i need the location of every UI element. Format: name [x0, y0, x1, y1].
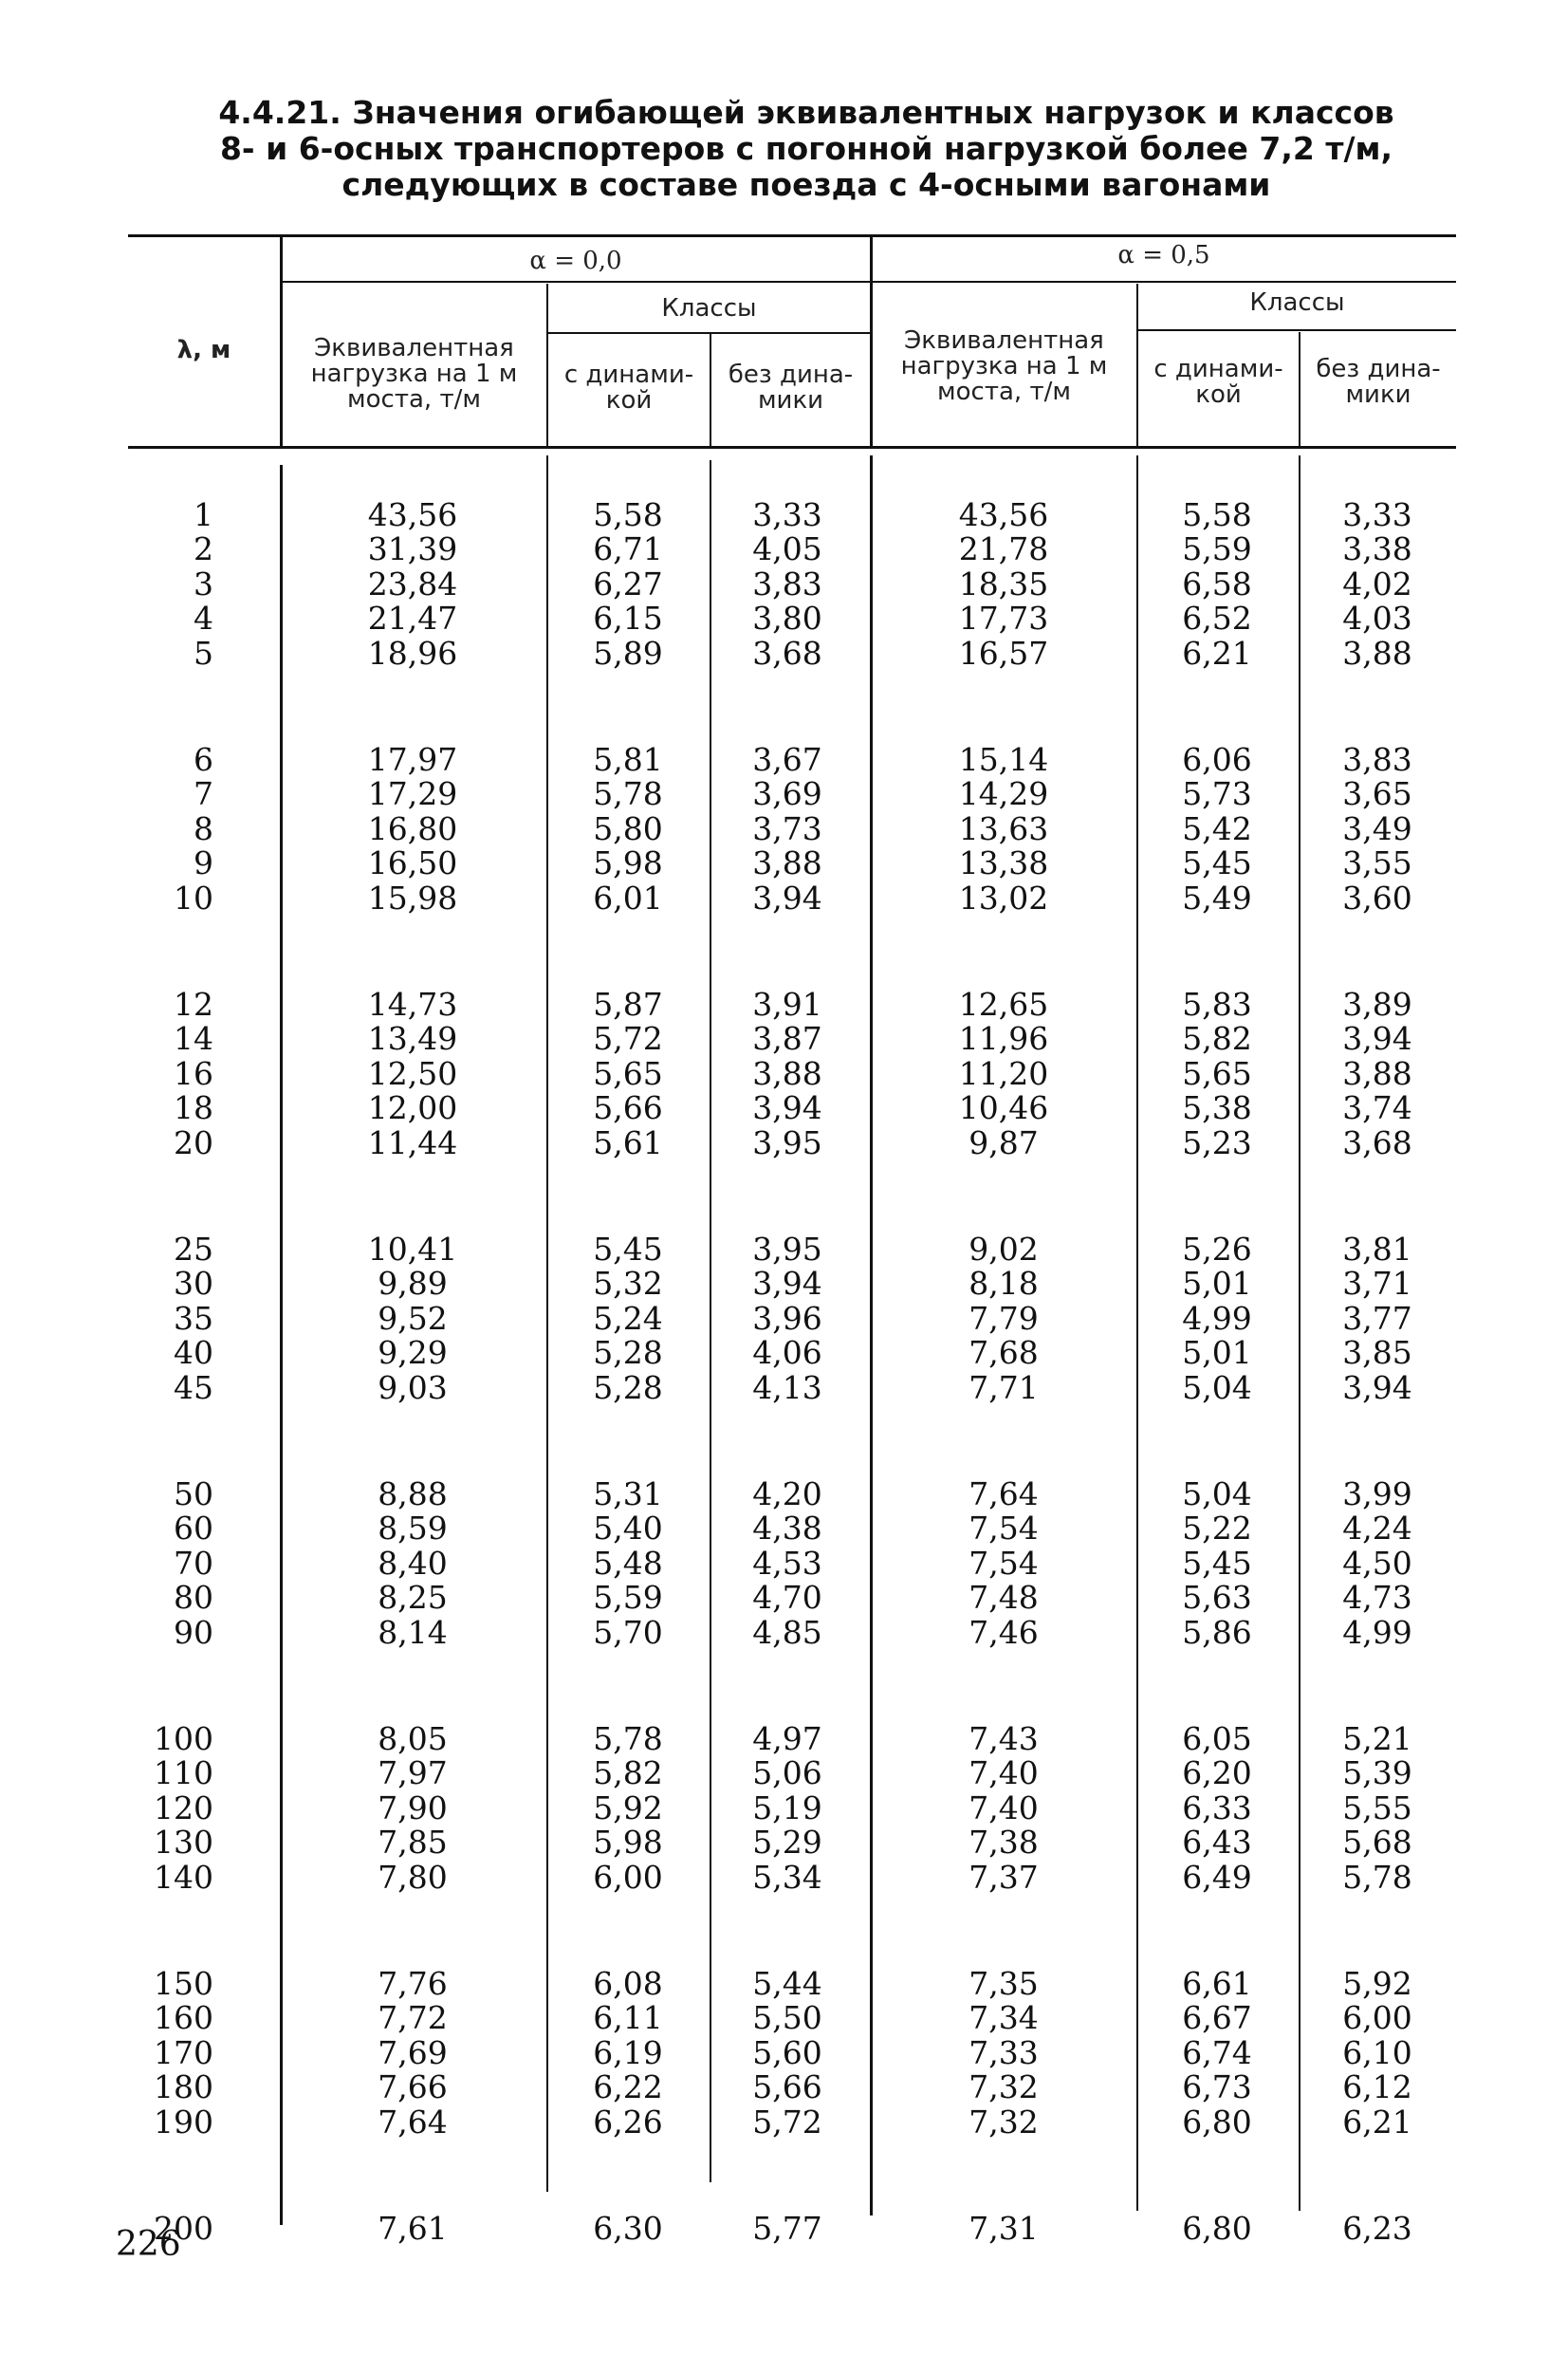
cell-class-dyn-a0: 6,30 [593, 2210, 663, 2247]
cell-class-nodyn-a05: 3,81 [1342, 1231, 1412, 1268]
cell-equiv-load-a05: 16,57 [958, 634, 1049, 672]
cell-lambda: 120 [154, 1789, 213, 1826]
cell-equiv-load-a05: 43,56 [958, 496, 1049, 533]
cell-equiv-load-a0: 7,76 [378, 1965, 448, 2002]
cell-lambda: 8 [194, 809, 213, 847]
cell-equiv-load-a05: 10,46 [958, 1089, 1049, 1127]
cell-equiv-load-a05: 8,18 [968, 1265, 1039, 1303]
cell-class-dyn-a0: 5,80 [593, 809, 663, 847]
cell-class-dyn-a0: 5,59 [593, 1579, 663, 1617]
cell-class-nodyn-a0: 4,85 [752, 1613, 822, 1651]
cell-class-dyn-a0: 6,26 [593, 2103, 663, 2141]
cell-lambda: 12 [174, 986, 213, 1023]
cell-class-nodyn-a0: 3,94 [752, 879, 822, 917]
cell-class-nodyn-a05: 3,94 [1342, 1020, 1412, 1058]
cell-equiv-load-a0: 9,29 [378, 1334, 448, 1372]
cell-equiv-load-a0: 8,59 [378, 1510, 448, 1548]
cell-class-nodyn-a0: 4,38 [752, 1510, 822, 1548]
cell-lambda: 3 [194, 565, 213, 602]
cell-equiv-load-a05: 13,38 [958, 844, 1049, 882]
cell-class-dyn-a05: 6,20 [1182, 1754, 1252, 1792]
cell-class-nodyn-a05: 3,99 [1342, 1475, 1412, 1512]
cell-equiv-load-a0: 8,05 [378, 1720, 448, 1757]
classes-rule-right [1138, 329, 1456, 331]
title-line-2: 8- и 6-осных транспортеров с погонной нагрузкой более 7,2 т/м, [219, 130, 1393, 167]
cell-lambda: 20 [174, 1123, 213, 1161]
cell-class-dyn-a0: 5,98 [593, 844, 663, 882]
cell-equiv-load-a05: 7,35 [968, 1965, 1039, 2002]
cell-class-nodyn-a0: 4,05 [752, 530, 822, 568]
cell-lambda: 50 [174, 1475, 213, 1512]
cell-lambda: 14 [174, 1020, 213, 1058]
cell-class-nodyn-a05: 3,55 [1342, 844, 1412, 882]
equiv-line-1: Эквивалентная [314, 334, 514, 362]
cell-lambda: 16 [174, 1054, 213, 1092]
cell-class-dyn-a0: 6,01 [593, 879, 663, 917]
cell-class-dyn-a05: 5,45 [1182, 1544, 1252, 1582]
cell-equiv-load-a0: 31,39 [367, 530, 458, 568]
header-alpha-05: α = 0,5 [1117, 241, 1210, 269]
cell-equiv-load-a05: 7,37 [968, 1858, 1039, 1896]
cell-class-nodyn-a0: 3,80 [752, 600, 822, 638]
cell-equiv-load-a0: 23,84 [367, 565, 458, 602]
cell-class-nodyn-a0: 5,34 [752, 1858, 822, 1896]
cell-class-dyn-a05: 6,43 [1182, 1824, 1252, 1862]
cell-class-dyn-a05: 5,22 [1182, 1510, 1252, 1548]
cell-class-nodyn-a0: 4,06 [752, 1334, 822, 1372]
cell-lambda: 7 [194, 775, 213, 813]
cell-class-dyn-a05: 5,04 [1182, 1368, 1252, 1406]
cell-class-dyn-a0: 5,87 [593, 986, 663, 1023]
cell-lambda: 130 [154, 1824, 213, 1862]
cell-class-nodyn-a0: 3,83 [752, 565, 822, 602]
cell-equiv-load-a0: 7,85 [378, 1824, 448, 1862]
cell-class-nodyn-a05: 5,92 [1342, 1965, 1412, 2002]
cell-equiv-load-a05: 7,32 [968, 2068, 1039, 2106]
cell-lambda: 5 [194, 634, 213, 672]
cell-lambda: 190 [154, 2103, 213, 2141]
cell-lambda: 35 [174, 1299, 213, 1337]
cell-class-nodyn-a0: 5,06 [752, 1754, 822, 1792]
equiv-line-3: моста, т/м [937, 378, 1071, 406]
cell-equiv-load-a05: 7,32 [968, 2103, 1039, 2141]
cell-equiv-load-a05: 7,64 [968, 1475, 1039, 1512]
cell-lambda: 200 [154, 2210, 213, 2247]
cell-equiv-load-a0: 16,50 [367, 844, 458, 882]
cell-class-nodyn-a05: 5,55 [1342, 1789, 1412, 1826]
cell-equiv-load-a0: 43,56 [367, 496, 458, 533]
cell-class-nodyn-a0: 3,69 [752, 775, 822, 813]
cell-class-nodyn-a05: 3,33 [1342, 496, 1412, 533]
cell-class-dyn-a05: 5,63 [1182, 1579, 1252, 1617]
nodyn-line-2: мики [757, 386, 824, 415]
cell-class-dyn-a05: 6,73 [1182, 2068, 1252, 2106]
cell-class-dyn-a05: 5,86 [1182, 1613, 1252, 1651]
header-classes-a05: Классы [1249, 288, 1345, 317]
cell-class-dyn-a05: 5,59 [1182, 530, 1252, 568]
cell-lambda: 170 [154, 2033, 213, 2071]
cell-class-nodyn-a05: 4,24 [1342, 1510, 1412, 1548]
cell-class-dyn-a05: 6,52 [1182, 600, 1252, 638]
cell-equiv-load-a05: 7,54 [968, 1544, 1039, 1582]
cell-class-nodyn-a05: 4,99 [1342, 1613, 1412, 1651]
cell-equiv-load-a0: 8,14 [378, 1613, 448, 1651]
cell-class-dyn-a05: 5,65 [1182, 1054, 1252, 1092]
cell-class-nodyn-a05: 6,21 [1342, 2103, 1412, 2141]
cell-class-dyn-a05: 5,01 [1182, 1265, 1252, 1303]
header-alpha-0: α = 0,0 [529, 247, 622, 275]
cell-lambda: 100 [154, 1720, 213, 1757]
cell-equiv-load-a0: 12,00 [367, 1089, 458, 1127]
header-classes-a0: Классы [661, 294, 757, 323]
cell-class-dyn-a0: 5,32 [593, 1265, 663, 1303]
cell-class-dyn-a0: 6,00 [593, 1858, 663, 1896]
cell-class-dyn-a0: 5,61 [593, 1123, 663, 1161]
dyn-line-2: кой [1195, 380, 1242, 409]
cell-equiv-load-a05: 7,54 [968, 1510, 1039, 1548]
cell-class-dyn-a05: 5,01 [1182, 1334, 1252, 1372]
cell-class-dyn-a0: 6,22 [593, 2068, 663, 2106]
cell-class-nodyn-a0: 3,95 [752, 1123, 822, 1161]
cell-lambda: 40 [174, 1334, 213, 1372]
cell-class-dyn-a0: 5,98 [593, 1824, 663, 1862]
cell-class-dyn-a0: 5,28 [593, 1334, 663, 1372]
cell-equiv-load-a0: 9,03 [378, 1368, 448, 1406]
cell-equiv-load-a05: 9,87 [968, 1123, 1039, 1161]
cell-equiv-load-a0: 7,61 [378, 2210, 448, 2247]
cell-equiv-load-a05: 7,46 [968, 1613, 1039, 1651]
cell-class-nodyn-a05: 3,85 [1342, 1334, 1412, 1372]
cell-class-dyn-a0: 5,92 [593, 1789, 663, 1826]
cell-equiv-load-a05: 7,33 [968, 2033, 1039, 2071]
header-nodyn-a0 [711, 362, 870, 414]
cell-equiv-load-a05: 17,73 [958, 600, 1049, 638]
cell-equiv-load-a0: 7,90 [378, 1789, 448, 1826]
cell-class-nodyn-a05: 4,73 [1342, 1579, 1412, 1617]
cell-equiv-load-a05: 12,65 [958, 986, 1049, 1023]
cell-class-nodyn-a0: 5,44 [752, 1965, 822, 2002]
cell-class-nodyn-a0: 3,33 [752, 496, 822, 533]
cell-equiv-load-a0: 17,97 [367, 741, 458, 778]
cell-class-dyn-a0: 5,45 [593, 1231, 663, 1268]
cell-class-dyn-a05: 6,49 [1182, 1858, 1252, 1896]
cell-class-nodyn-a05: 4,50 [1342, 1544, 1412, 1582]
cell-equiv-load-a05: 11,96 [958, 1020, 1049, 1058]
table-title [190, 95, 1423, 203]
cell-equiv-load-a0: 8,88 [378, 1475, 448, 1512]
cell-class-dyn-a0: 6,19 [593, 2033, 663, 2071]
cell-lambda: 18 [174, 1089, 213, 1127]
cell-equiv-load-a05: 7,40 [968, 1754, 1039, 1792]
cell-equiv-load-a0: 17,29 [367, 775, 458, 813]
cell-lambda: 80 [174, 1579, 213, 1617]
cell-equiv-load-a0: 12,50 [367, 1054, 458, 1092]
cell-class-nodyn-a0: 4,13 [752, 1368, 822, 1406]
cell-class-nodyn-a05: 5,78 [1342, 1858, 1412, 1896]
cell-equiv-load-a05: 7,38 [968, 1824, 1039, 1862]
cell-class-nodyn-a0: 3,68 [752, 634, 822, 672]
cell-equiv-load-a0: 8,25 [378, 1579, 448, 1617]
cell-lambda: 45 [174, 1368, 213, 1406]
cell-lambda: 70 [174, 1544, 213, 1582]
cell-class-nodyn-a05: 4,02 [1342, 565, 1412, 602]
cell-class-dyn-a0: 5,48 [593, 1544, 663, 1582]
cell-class-nodyn-a05: 3,49 [1342, 809, 1412, 847]
cell-lambda: 180 [154, 2068, 213, 2106]
cell-class-dyn-a05: 4,99 [1182, 1299, 1252, 1337]
cell-class-nodyn-a05: 5,21 [1342, 1720, 1412, 1757]
cell-class-dyn-a05: 6,06 [1182, 741, 1252, 778]
page-number: 226 [116, 2225, 181, 2264]
cell-class-nodyn-a0: 3,95 [752, 1231, 822, 1268]
cell-class-nodyn-a05: 6,12 [1342, 2068, 1412, 2106]
cell-equiv-load-a05: 18,35 [958, 565, 1049, 602]
cell-class-nodyn-a0: 3,67 [752, 741, 822, 778]
header-bottom-rule [128, 446, 1456, 449]
cell-class-nodyn-a0: 5,66 [752, 2068, 822, 2106]
cell-class-nodyn-a0: 3,91 [752, 986, 822, 1023]
body-vline-1 [280, 465, 283, 2225]
dyn-line-1: с динами- [563, 361, 694, 389]
cell-equiv-load-a05: 13,02 [958, 879, 1049, 917]
cell-equiv-load-a05: 7,71 [968, 1368, 1039, 1406]
cell-class-dyn-a0: 6,15 [593, 600, 663, 638]
cell-class-nodyn-a05: 3,77 [1342, 1299, 1412, 1337]
cell-class-nodyn-a0: 5,60 [752, 2033, 822, 2071]
equiv-line-2: нагрузка на 1 м [310, 360, 518, 388]
cell-class-nodyn-a0: 5,72 [752, 2103, 822, 2141]
header-equiv-load-a05 [872, 328, 1136, 405]
cell-class-dyn-a05: 5,82 [1182, 1020, 1252, 1058]
cell-equiv-load-a05: 14,29 [958, 775, 1049, 813]
cell-class-dyn-a0: 5,81 [593, 741, 663, 778]
cell-equiv-load-a0: 7,97 [378, 1754, 448, 1792]
cell-class-nodyn-a0: 4,20 [752, 1475, 822, 1512]
cell-class-dyn-a0: 5,28 [593, 1368, 663, 1406]
cell-class-nodyn-a05: 3,94 [1342, 1368, 1412, 1406]
cell-equiv-load-a05: 7,48 [968, 1579, 1039, 1617]
cell-class-dyn-a05: 6,80 [1182, 2103, 1252, 2141]
cell-class-dyn-a05: 5,58 [1182, 496, 1252, 533]
cell-class-nodyn-a0: 4,97 [752, 1720, 822, 1757]
cell-class-dyn-a05: 5,42 [1182, 809, 1252, 847]
cell-class-dyn-a0: 5,70 [593, 1613, 663, 1651]
alpha-rule [282, 281, 1456, 283]
cell-class-nodyn-a05: 6,10 [1342, 2033, 1412, 2071]
header-dyn-a0 [548, 362, 710, 414]
cell-equiv-load-a0: 7,66 [378, 2068, 448, 2106]
cell-class-dyn-a0: 6,08 [593, 1965, 663, 2002]
cell-class-dyn-a0: 6,11 [593, 1999, 663, 2037]
cell-equiv-load-a0: 9,52 [378, 1299, 448, 1337]
body-vline-2 [546, 455, 548, 2192]
dyn-line-1: с динами- [1153, 355, 1283, 383]
cell-equiv-load-a05: 7,43 [968, 1720, 1039, 1757]
cell-class-nodyn-a0: 3,87 [752, 1020, 822, 1058]
body-vline-5 [1136, 455, 1138, 2211]
cell-equiv-load-a05: 7,40 [968, 1789, 1039, 1826]
cell-lambda: 10 [174, 879, 213, 917]
cell-lambda: 9 [194, 844, 213, 882]
cell-class-dyn-a05: 5,04 [1182, 1475, 1252, 1512]
cell-equiv-load-a0: 14,73 [367, 986, 458, 1023]
cell-equiv-load-a05: 7,34 [968, 1999, 1039, 2037]
cell-class-nodyn-a05: 6,23 [1342, 2210, 1412, 2247]
cell-class-dyn-a0: 6,71 [593, 530, 663, 568]
cell-equiv-load-a05: 7,68 [968, 1334, 1039, 1372]
cell-class-dyn-a0: 5,72 [593, 1020, 663, 1058]
cell-class-dyn-a05: 6,67 [1182, 1999, 1252, 2037]
header-nodyn-a05 [1301, 357, 1456, 408]
cell-class-nodyn-a0: 4,53 [752, 1544, 822, 1582]
cell-class-nodyn-a0: 5,77 [752, 2210, 822, 2247]
cell-class-dyn-a0: 5,66 [593, 1089, 663, 1127]
cell-class-dyn-a0: 5,31 [593, 1475, 663, 1512]
cell-equiv-load-a0: 16,80 [367, 809, 458, 847]
cell-equiv-load-a0: 18,96 [367, 634, 458, 672]
cell-class-nodyn-a05: 3,60 [1342, 879, 1412, 917]
cell-class-dyn-a05: 6,58 [1182, 565, 1252, 602]
cell-lambda: 140 [154, 1858, 213, 1896]
cell-equiv-load-a05: 11,20 [958, 1054, 1049, 1092]
cell-lambda: 4 [194, 600, 213, 638]
cell-class-dyn-a0: 5,40 [593, 1510, 663, 1548]
cell-equiv-load-a0: 15,98 [367, 879, 458, 917]
cell-lambda: 2 [194, 530, 213, 568]
cell-class-nodyn-a05: 5,68 [1342, 1824, 1412, 1862]
cell-equiv-load-a0: 8,40 [378, 1544, 448, 1582]
cell-class-nodyn-a05: 3,88 [1342, 1054, 1412, 1092]
cell-class-nodyn-a05: 6,00 [1342, 1999, 1412, 2037]
cell-class-nodyn-a0: 3,94 [752, 1265, 822, 1303]
cell-class-nodyn-a0: 4,70 [752, 1579, 822, 1617]
cell-equiv-load-a05: 21,78 [958, 530, 1049, 568]
table-top-rule [128, 234, 1456, 237]
cell-class-dyn-a0: 6,27 [593, 565, 663, 602]
cell-lambda: 25 [174, 1231, 213, 1268]
cell-class-dyn-a0: 5,65 [593, 1054, 663, 1092]
cell-lambda: 150 [154, 1965, 213, 2002]
cell-class-nodyn-a05: 3,71 [1342, 1265, 1412, 1303]
cell-class-nodyn-a05: 3,88 [1342, 634, 1412, 672]
cell-class-nodyn-a0: 3,88 [752, 1054, 822, 1092]
cell-class-dyn-a05: 5,83 [1182, 986, 1252, 1023]
cell-equiv-load-a0: 11,44 [367, 1123, 458, 1161]
body-vline-4 [870, 455, 873, 2215]
cell-class-nodyn-a0: 3,88 [752, 844, 822, 882]
header-dyn-a05 [1138, 357, 1299, 408]
cell-equiv-load-a05: 9,02 [968, 1231, 1039, 1268]
cell-lambda: 110 [154, 1754, 213, 1792]
cell-equiv-load-a0: 7,72 [378, 1999, 448, 2037]
cell-class-dyn-a05: 5,45 [1182, 844, 1252, 882]
cell-class-dyn-a05: 5,38 [1182, 1089, 1252, 1127]
cell-class-nodyn-a05: 3,74 [1342, 1089, 1412, 1127]
cell-class-dyn-a05: 6,21 [1182, 634, 1252, 672]
cell-class-nodyn-a05: 3,89 [1342, 986, 1412, 1023]
cell-equiv-load-a05: 13,63 [958, 809, 1049, 847]
cell-class-dyn-a05: 6,74 [1182, 2033, 1252, 2071]
nodyn-line-2: мики [1345, 380, 1411, 409]
cell-equiv-load-a0: 7,69 [378, 2033, 448, 2071]
cell-class-nodyn-a0: 3,73 [752, 809, 822, 847]
cell-lambda: 30 [174, 1265, 213, 1303]
cell-equiv-load-a0: 21,47 [367, 600, 458, 638]
equiv-line-2: нагрузка на 1 м [900, 352, 1108, 380]
cell-equiv-load-a0: 9,89 [378, 1265, 448, 1303]
cell-class-nodyn-a05: 3,83 [1342, 741, 1412, 778]
header-equiv-load-a0 [282, 336, 546, 413]
cell-equiv-load-a0: 7,80 [378, 1858, 448, 1896]
cell-class-dyn-a0: 5,89 [593, 634, 663, 672]
cell-lambda: 60 [174, 1510, 213, 1548]
cell-equiv-load-a05: 7,79 [968, 1299, 1039, 1337]
cell-class-dyn-a05: 5,26 [1182, 1231, 1252, 1268]
cell-equiv-load-a05: 7,31 [968, 2210, 1039, 2247]
cell-class-nodyn-a0: 5,29 [752, 1824, 822, 1862]
cell-class-dyn-a05: 6,33 [1182, 1789, 1252, 1826]
cell-class-dyn-a05: 5,49 [1182, 879, 1252, 917]
cell-class-nodyn-a05: 3,68 [1342, 1123, 1412, 1161]
cell-class-dyn-a0: 5,78 [593, 1720, 663, 1757]
cell-class-dyn-a0: 5,78 [593, 775, 663, 813]
cell-class-nodyn-a0: 3,96 [752, 1299, 822, 1337]
cell-class-dyn-a0: 5,58 [593, 496, 663, 533]
cell-lambda: 90 [174, 1613, 213, 1651]
cell-lambda: 1 [194, 496, 213, 533]
header-lambda: λ, м [176, 336, 231, 364]
equiv-line-1: Эквивалентная [904, 326, 1104, 355]
nodyn-line-1: без дина- [1316, 355, 1441, 383]
cell-class-dyn-a05: 6,61 [1182, 1965, 1252, 2002]
cell-class-dyn-a0: 5,82 [593, 1754, 663, 1792]
cell-class-dyn-a0: 5,24 [593, 1299, 663, 1337]
cell-class-dyn-a05: 6,05 [1182, 1720, 1252, 1757]
cell-equiv-load-a0: 7,64 [378, 2103, 448, 2141]
cell-class-nodyn-a05: 3,38 [1342, 530, 1412, 568]
cell-class-dyn-a05: 5,23 [1182, 1123, 1252, 1161]
cell-class-nodyn-a05: 5,39 [1342, 1754, 1412, 1792]
dyn-line-2: кой [605, 386, 653, 415]
cell-equiv-load-a0: 13,49 [367, 1020, 458, 1058]
cell-equiv-load-a0: 10,41 [367, 1231, 458, 1268]
title-line-1: 4.4.21. Значения огибающей эквивалентных нагрузок и классов [218, 94, 1394, 131]
cell-class-dyn-a05: 5,73 [1182, 775, 1252, 813]
cell-class-nodyn-a05: 4,03 [1342, 600, 1412, 638]
cell-lambda: 6 [194, 741, 213, 778]
equiv-line-3: моста, т/м [347, 385, 481, 414]
cell-lambda: 160 [154, 1999, 213, 2037]
cell-equiv-load-a05: 15,14 [958, 741, 1049, 778]
nodyn-line-1: без дина- [728, 361, 854, 389]
cell-class-nodyn-a0: 3,94 [752, 1089, 822, 1127]
cell-class-nodyn-a0: 5,19 [752, 1789, 822, 1826]
cell-class-dyn-a05: 6,80 [1182, 2210, 1252, 2247]
title-line-3: следующих в составе поезда с 4-осными вагонами [341, 166, 1271, 203]
cell-class-nodyn-a0: 5,50 [752, 1999, 822, 2037]
body-vline-6 [1299, 455, 1301, 2211]
cell-class-nodyn-a05: 3,65 [1342, 775, 1412, 813]
